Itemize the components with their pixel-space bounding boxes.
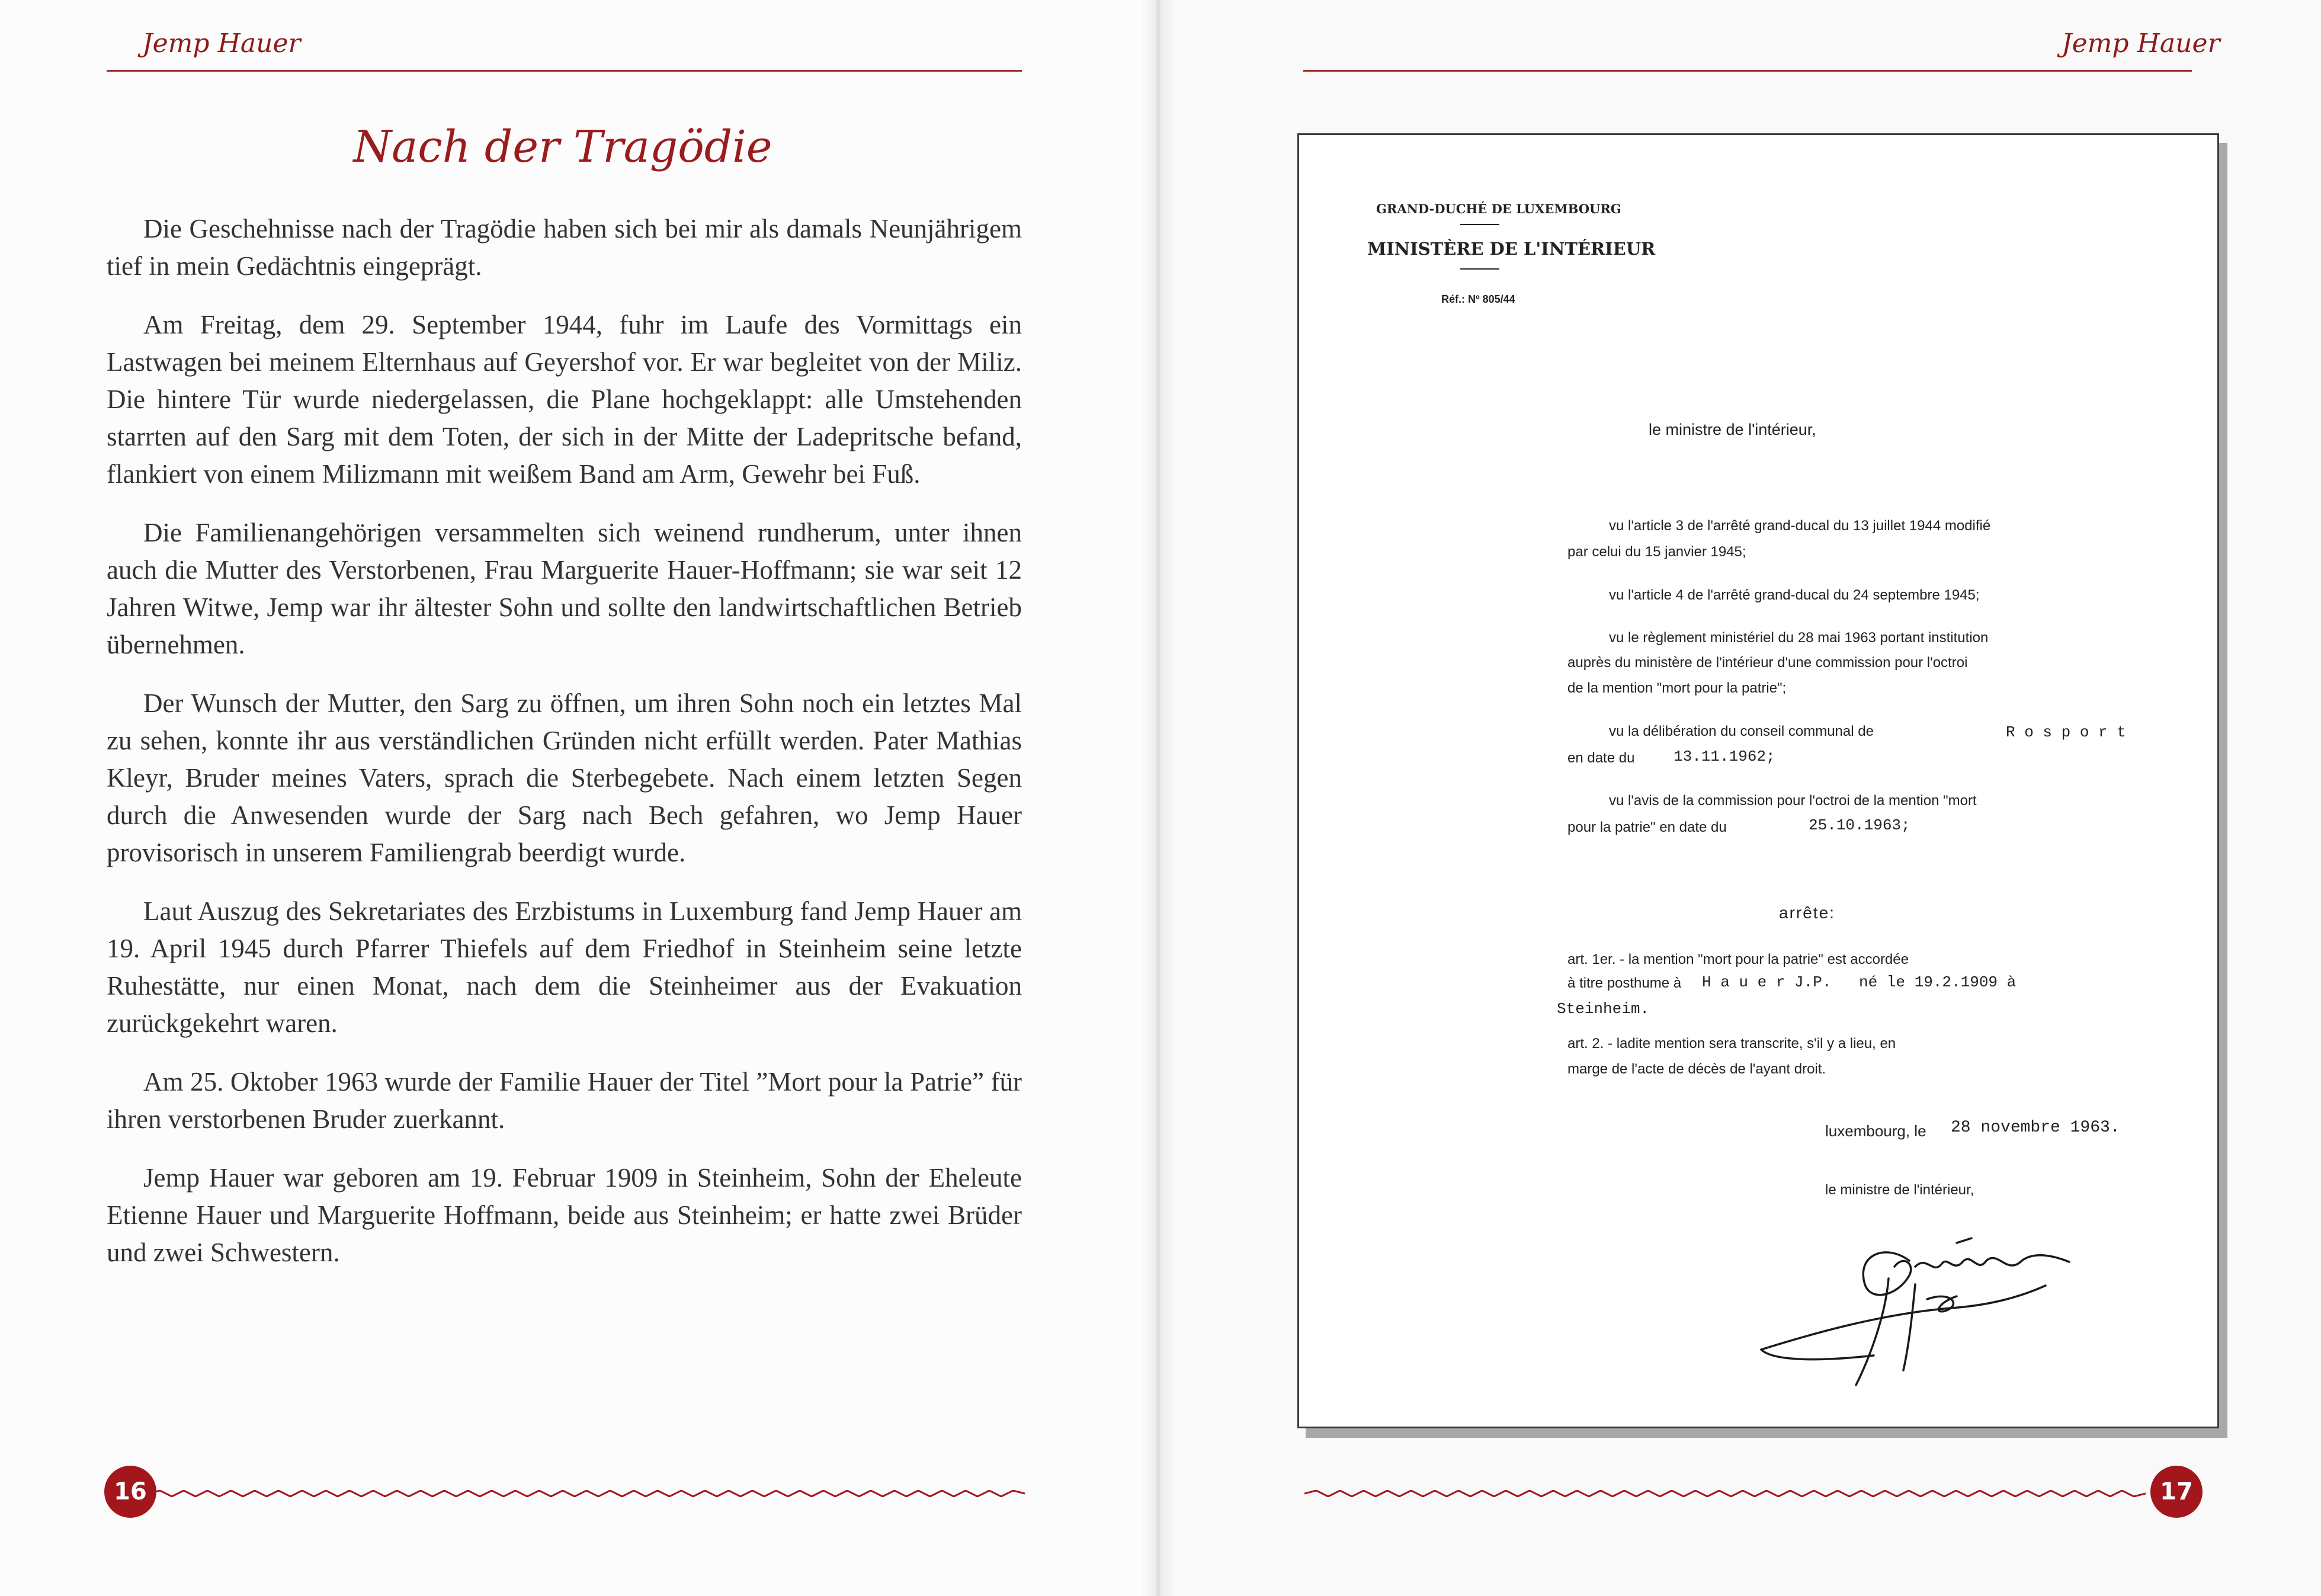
doc-vu4-line1: vu la délibération du conseil communal de <box>1609 723 1874 739</box>
paragraph-6: Am 25. Oktober 1963 wurde der Familie Hauer der Titel ”Mort pour la Patrie” für ihren verstorbenen Bruder zuerkannt. <box>107 1067 1022 1134</box>
doc-ministry: MINISTÈRE DE L'INTÉRIEUR <box>1367 239 1656 259</box>
footer-zigzag-right <box>1304 1490 2146 1497</box>
doc-vu2: vu l'article 4 de l'arrêté grand-ducal du 24 septembre 1945; <box>1609 587 1980 603</box>
paragraph-3: Die Familienangehörigen versammelten sich weinend rundherum, unter ihnen auch die Mutter des Verstorbenen, Frau Marguerite Hauer-Hoffmann; sie war seit 12 Jahren Witwe, Jemp war ihr ältester Sohn und sollte den landwirtschaftlichen Betrieb übernehmen. <box>107 518 1022 659</box>
doc-vu3-line3: de la mention "mort pour la patrie"; <box>1567 680 1787 696</box>
page-number-left: 16 <box>104 1466 156 1518</box>
body-text <box>107 210 1022 1293</box>
doc-art1-line2: à titre posthume à <box>1567 975 1682 991</box>
doc-vu4-line2: en date du <box>1567 750 1635 766</box>
doc-rule-1 <box>1460 224 1499 225</box>
doc-rule-2 <box>1460 268 1499 270</box>
running-head-right: Jemp Hauer <box>2062 28 2220 59</box>
doc-art2-line2: marge de l'acte de décès de l'ayant droit. <box>1567 1061 1826 1077</box>
doc-place-date: luxembourg, le <box>1825 1122 1926 1140</box>
header-rule-left <box>107 70 1022 72</box>
doc-art1-name: H a u e r J.P. <box>1702 973 1832 991</box>
doc-date-typed: 28 novembre 1963. <box>1951 1119 2120 1137</box>
doc-vu5-line2: pour la patrie" en date du <box>1567 819 1727 835</box>
paragraph-7: Jemp Hauer war geboren am 19. Februar 1909 in Steinheim, Sohn der Eheleute Etienne Hauer und Marguerite Hoffmann, beide aus Steinheim; er hatte zwei Brüder und zwei Schwestern. <box>107 1163 1022 1267</box>
doc-vu4-commune: R o s p o r t <box>2006 723 2126 741</box>
left-page <box>0 0 1155 1596</box>
doc-vu3-line2: auprès du ministère de l'intérieur d'une commission pour l'octroi <box>1567 655 1968 671</box>
doc-reference: Réf.: Nº 805/44 <box>1441 293 1515 305</box>
running-head-left: Jemp Hauer <box>142 28 301 59</box>
page-title: Nach der Tragödie <box>353 121 772 172</box>
header-rule-right <box>1303 70 2192 72</box>
paragraph-2: Am Freitag, dem 29. September 1944, fuhr im Laufe des Vormittags ein Lastwagen bei meinem Elternhaus auf Geyershof vor. Er war begleitet von der Miliz. Die hintere Tür wurde niedergelassen, die Plane hochgeklappt: alle Umstehenden starrten auf den Sarg mit dem Toten, der sich in der Mitte der Ladepritsche befand, flankiert von einem Milizmann mit weißem Band am Arm, Gewehr bei Fuß. <box>107 310 1022 489</box>
doc-vu1-line1: vu l'article 3 de l'arrêté grand-ducal du 13 juillet 1944 modifié <box>1609 518 1991 534</box>
doc-art1-place: Steinheim. <box>1557 1000 1650 1018</box>
doc-country: GRAND-DUCHÉ DE LUXEMBOURG <box>1376 201 1621 216</box>
doc-vu3-line1: vu le règlement ministériel du 28 mai 1963 portant institution <box>1609 630 1989 646</box>
doc-vu5-date: 25.10.1963; <box>1809 816 1910 834</box>
doc-arrete: arrête: <box>1779 903 1835 922</box>
paragraph-5: Laut Auszug des Sekretariates des Erzbistums in Luxemburg fand Jemp Hauer am 19. April 1945 durch Pfarrer Thiefels auf dem Friedhof in Steinheim seine letzte Ruhestätte, nur einen Monat, nach dem die Steinheimer aus der Evakuation zurückgekehrt waren. <box>107 896 1022 1038</box>
doc-heading: le ministre de l'intérieur, <box>1649 421 1816 438</box>
book-gutter <box>1140 0 1176 1596</box>
ministerial-decree <box>1297 133 2219 1428</box>
doc-art1-line1: art. 1er. - la mention "mort pour la patrie" est accordée <box>1567 951 1909 967</box>
doc-vu5-line1: vu l'avis de la commission pour l'octroi de la mention "mort <box>1609 793 1977 809</box>
doc-art2-line1: art. 2. - ladite mention sera transcrite, s'il y a lieu, en <box>1567 1036 1896 1052</box>
paragraph-4: Der Wunsch der Mutter, den Sarg zu öffnen, um ihren Sohn noch ein letztes Mal zu sehen, konnte ihr aus verständlichen Gründen nicht erfüllt werden. Pater Mathias Kleyr, Bruder meines Vaters, sprach die Sterbegebete. Nach einem letzten Segen durch die Anwesenden wurde der Sarg nach Bech gefahren, wo Jemp Hauer provisorisch in unserem Familiengrab beerdigt wurde. <box>107 688 1022 867</box>
page-number-right: 17 <box>2150 1466 2203 1518</box>
doc-art1-birth: né le 19.2.1909 à <box>1859 973 2017 991</box>
paragraph-1: Die Geschehnisse nach der Tragödie haben sich bei mir als damals Neunjährigem tief in mein Gedächtnis eingeprägt. <box>107 214 1022 281</box>
doc-signatory: le ministre de l'intérieur, <box>1825 1182 1974 1198</box>
footer-zigzag-left <box>148 1490 1025 1497</box>
minister-signature <box>1737 1219 2093 1397</box>
doc-vu1-line2: par celui du 15 janvier 1945; <box>1567 544 1746 560</box>
doc-vu4-date: 13.11.1962; <box>1674 748 1775 765</box>
